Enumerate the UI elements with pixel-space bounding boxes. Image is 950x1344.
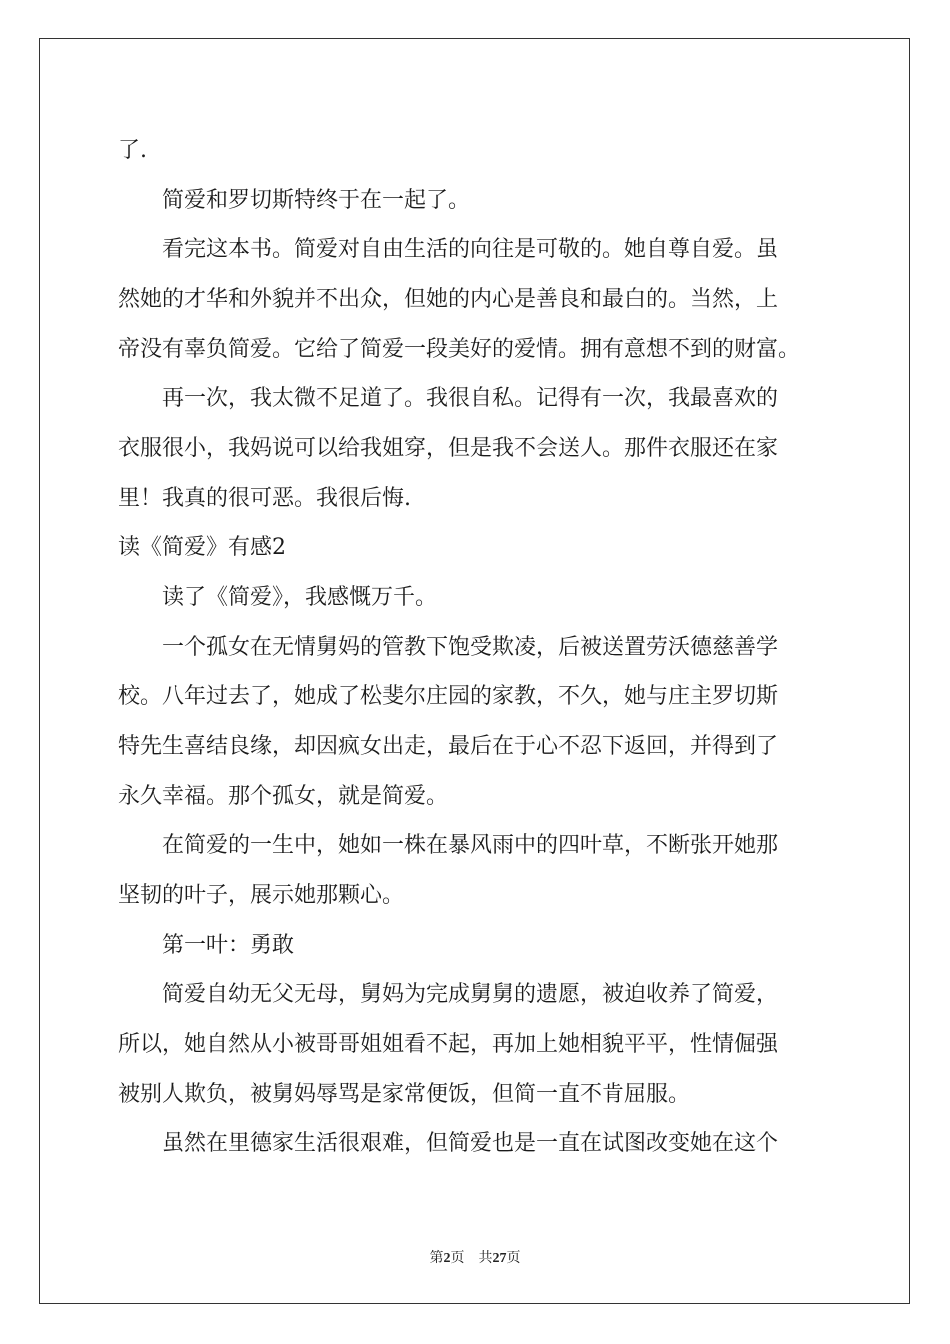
total-pages-number: 27 [492,1251,507,1266]
footer-prefix: 第 [429,1251,444,1266]
footer-mid: 页 共 [450,1251,493,1266]
text-line: 特先生喜结良缘，却因疯女出走，最后在于心不忍下返回，并得到了 [118,734,779,759]
page-footer [0,1247,950,1267]
footer-suffix: 页 [506,1251,521,1266]
text-line: 然她的才华和外貌并不出众，但她的内心是善良和最白的。当然，上 [118,287,779,312]
text-line: 再一次，我太微不足道了。我很自私。记得有一次，我最喜欢的 [118,386,779,411]
text-line: 里！我真的很可恶。我很后悔. [118,486,411,511]
text-line: 虽然在里德家生活很艰难，但简爱也是一直在试图改变她在这个 [118,1131,779,1156]
text-line: 简爱和罗切斯特终于在一起了。 [118,188,471,213]
section-heading: 读《简爱》有感2 [118,535,286,560]
text-line: 简爱自幼无父无母，舅妈为完成舅舅的遗愿，被迫收养了简爱， [118,982,779,1007]
current-page-number: 2 [443,1251,451,1266]
text-line: 读了《简爱》，我感慨万千。 [118,585,438,610]
text-line: 了. [118,138,147,163]
text-line: 永久幸福。那个孤女，就是简爱。 [118,784,449,809]
page-border [39,38,910,1304]
text-line: 看完这本书。简爱对自由生活的向往是可敬的。她自尊自爱。虽 [118,237,779,262]
text-line: 坚韧的叶子，展示她那颗心。 [118,883,405,908]
text-line: 校。八年过去了，她成了松斐尔庄园的家教，不久，她与庄主罗切斯 [118,684,779,709]
text-line: 帝没有辜负简爱。它给了简爱一段美好的爱情。拥有意想不到的财富。 [118,337,801,362]
text-line: 一个孤女在无情舅妈的管教下饱受欺凌，后被送置劳沃德慈善学 [118,635,779,660]
text-line: 所以，她自然从小被哥哥姐姐看不起，再加上她相貌平平，性情倔强 [118,1032,779,1057]
text-line: 被别人欺负，被舅妈辱骂是家常便饭，但简一直不肯屈服。 [118,1082,691,1107]
text-line: 第一叶：勇敢 [118,933,295,958]
text-line: 衣服很小，我妈说可以给我姐穿，但是我不会送人。那件衣服还在家 [118,436,779,461]
text-line: 在简爱的一生中，她如一株在暴风雨中的四叶草，不断张开她那 [118,833,779,858]
